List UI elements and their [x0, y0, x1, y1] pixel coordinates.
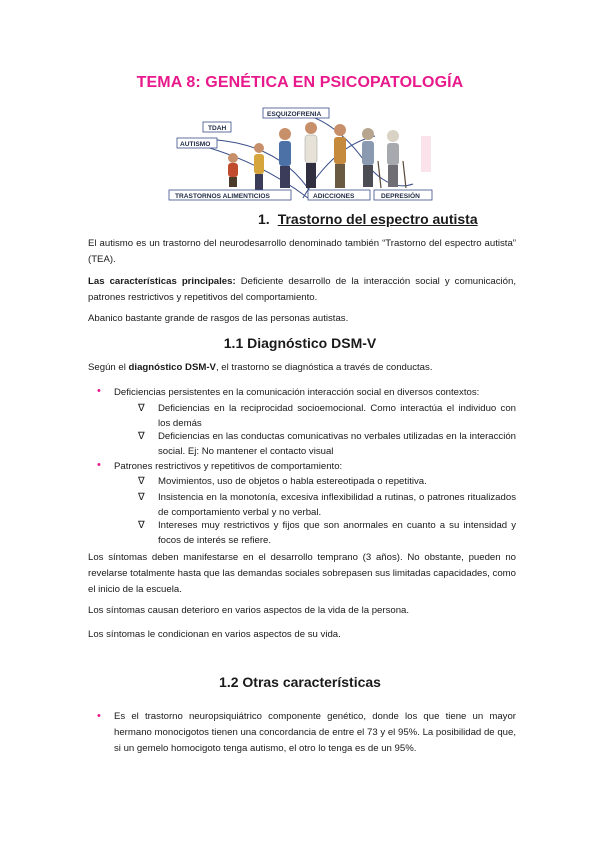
triangle-marker-icon: ∇ [138, 476, 145, 487]
sub-item-text: Deficiencias en las conductas comunicativas no verbales utilizadas en la interacción social. Ej: No mantener el contacto visual [158, 431, 516, 457]
paragraph-autism-definition: El autismo es un trastorno del neurodesarrollo denominado también “Trastorno del espectro autista” (TEA). [88, 238, 516, 265]
label-adicciones: ADICCIONES [313, 193, 355, 200]
bullet-marker: • [97, 459, 101, 471]
paragraph-traits-range: Abanico bastante grande de rasgos de las personas autistas. [88, 313, 349, 324]
document-title: TEMA 8: GENÉTICA EN PSICOPATOLOGÍA [136, 74, 464, 91]
section-1-title: Trastorno del espectro autista [277, 211, 478, 227]
main-features-text: Deficiente desarrollo de la interacción social y comunicación, patrones restrictivos y repetitivos del comportamiento. [88, 276, 517, 303]
sub-item-text: Intereses muy restrictivos y fijos que son anormales en cuanto a su intensidad y focos de interés se refiere. [158, 520, 516, 546]
triangle-marker-icon: ∇ [138, 492, 145, 503]
sub-list-item [138, 474, 516, 489]
paragraph-dsm-intro [88, 360, 516, 376]
sub-item-text: Movimientos, uso de objetos o habla estereotipada o repetitiva. [158, 476, 427, 487]
triangle-marker-icon: ∇ [138, 431, 145, 442]
dsm-intro-a: Según el [88, 362, 129, 373]
sub-list-item [138, 518, 516, 548]
label-depresion: DEPRESIÓN [381, 193, 420, 200]
paragraph-symptom-conditions: Los síntomas le condicionan en varios aspectos de su vida. [88, 629, 341, 640]
label-tdah: TDAH [208, 125, 227, 132]
section-1-number: 1. [258, 211, 270, 227]
genetics-illustration [163, 106, 435, 202]
sub-item-text: Insistencia en la monotonía, excesiva inflexibilidad a rutinas, o patrones ritualizados de comportamiento verbal y no verbal. [158, 492, 516, 518]
label-trastornos-alimenticios: TRASTORNOS ALIMENTICIOS [175, 193, 270, 200]
section-1-2-heading: 1.2 Otras características [219, 674, 381, 690]
dsm-intro-bold: diagnóstico DSM-V [128, 362, 216, 373]
triangle-marker-icon: ∇ [138, 520, 145, 531]
sub-item-text: Deficiencias en la reciprocidad socioemocional. Como interactúa el individuo con los demás [158, 403, 516, 429]
paragraph-symptom-deterioration: Los síntomas causan deterioro en varios aspectos de la vida de la persona. [88, 605, 410, 616]
list-item [97, 385, 516, 400]
triangle-marker-icon: ∇ [138, 403, 145, 414]
bullet-text: Es el trastorno neuropsiquiátrico componente genético, donde los que tiene un mayor hermano monocigotos tienen una concordancia de entre el 73 y el 95%. La posibilidad de que, si un gemelo homocigoto tenga autismo, el otro lo tenga es de un 95%. [114, 711, 516, 754]
bullet-marker: • [97, 385, 101, 397]
illustration-svg [163, 106, 435, 202]
list-item [97, 459, 516, 474]
sub-list-item [138, 401, 516, 431]
bullet-marker: • [97, 710, 101, 722]
label-autismo: AUTISMO [180, 141, 211, 148]
sub-list-item [138, 429, 516, 459]
section-1-1-heading: 1.1 Diagnóstico DSM-V [223, 335, 377, 351]
list-item [97, 709, 516, 757]
main-features-label: Las características principales: [88, 276, 236, 287]
label-esquizofrenia: ESQUIZOFRENIA [267, 111, 322, 118]
section-1-heading [258, 211, 478, 227]
bullet-text: Patrones restrictivos y repetitivos de comportamiento: [114, 461, 343, 472]
paragraph-symptom-onset: Los síntomas deben manifestarse en el desarrollo temprano (3 años). No obstante, pueden no revelarse totalmente hasta que las demandas sociales sobrepasen sus limitadas capacidades, como el inicio de la escuela. [88, 552, 516, 595]
sub-list-item [138, 490, 516, 520]
paragraph-main-features [88, 274, 516, 306]
bullet-text: Deficiencias persistentes en la comunicación interacción social en diversos contextos: [114, 387, 480, 398]
dsm-intro-b: , el trastorno se diagnóstica a través de conductas. [215, 362, 433, 373]
